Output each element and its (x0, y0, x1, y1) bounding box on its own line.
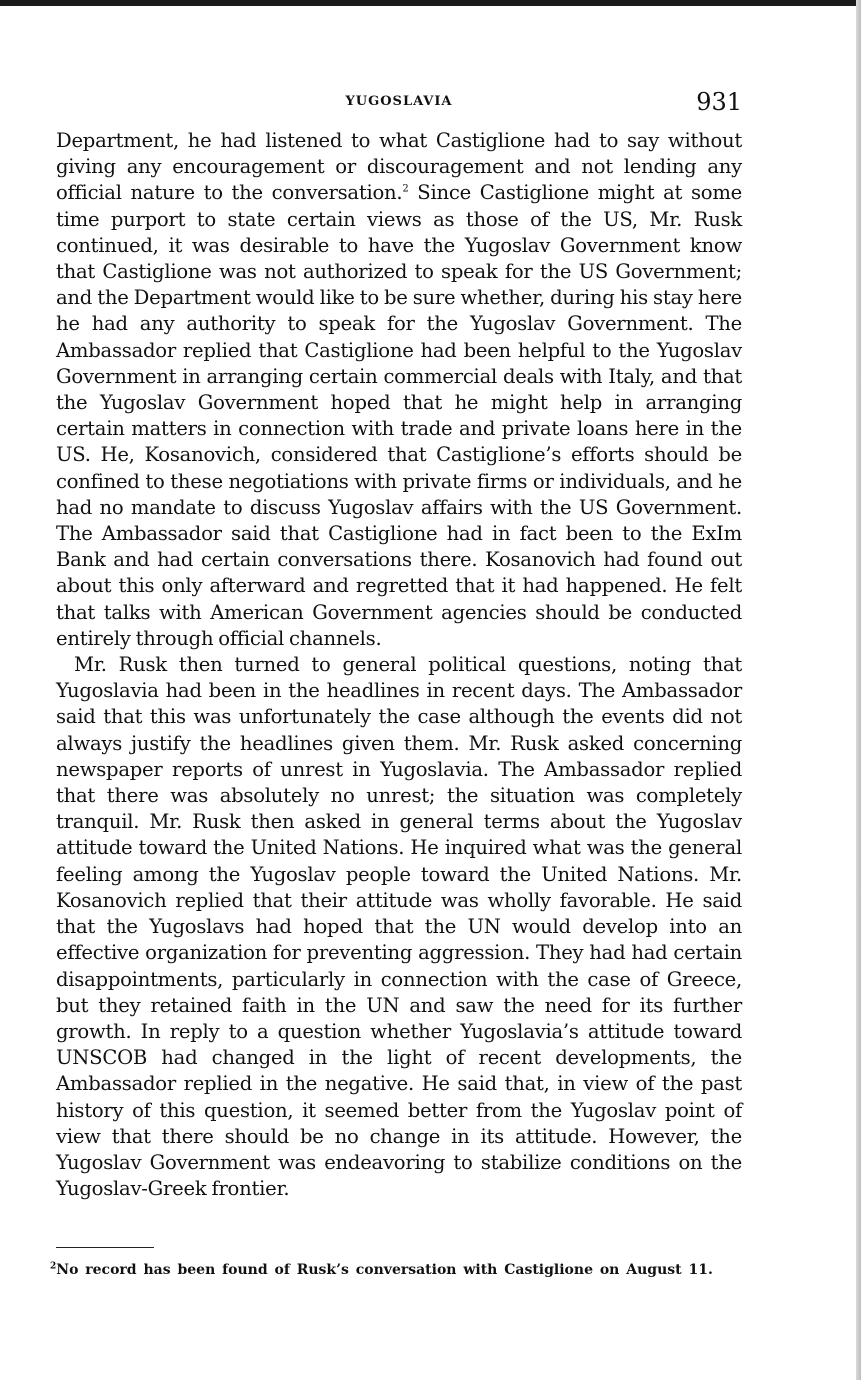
footnote-text: No record has been found of Rusk’s conversation with Castiglione on August 11. (56, 1262, 713, 1278)
footnote-reference: 2 (402, 183, 409, 195)
body-text (56, 128, 742, 1202)
page-header (56, 88, 742, 122)
paragraph-1 (56, 128, 742, 652)
page-right-edge (856, 0, 861, 1380)
footnote-rule (56, 1247, 154, 1248)
paragraph-1-part-b: Since Castiglione might at some time purport to state certain views as those of the US, Mr. Rusk continued, it was desirable to have the Yugoslav Government know that Castiglione was not authorized to speak for the US Government; and the Department would like to be sure whether, during his stay here he had any authority to speak for the Yugoslav Government. The Ambassador replied that Castiglione had been helpful to the Yugoslav Government in arranging certain commercial deals with Italy, and that the Yugoslav Government hoped that he might help in arranging certain matters in connection with trade and private loans here in the US. He, Kosanovich, considered that Castiglione’s efforts should be confined to these negotiations with private firms or individuals, and he had no mandate to discuss Yugoslav affairs with the US Government. The Ambassador said that Castiglione had in fact been to the ExIm Bank and had certain conversations there. Kosanovich had found out about this only afterward and regretted that it had happened. He felt that talks with American Government agencies should be conducted entirely through official channels. (56, 181, 742, 650)
footnote-mark: 2 (50, 1261, 57, 1272)
paragraph-1-part-a: Department, he had listened to what Castiglione had to say without giving any encouragement or discouragement and not lending any official nature to the conversation. (56, 129, 742, 205)
footnote (50, 1262, 736, 1279)
paragraph-2: Mr. Rusk then turned to general political questions, noting that Yugoslavia had been in the headlines in recent days. The Ambassador said that this was unfortunately the case although the events did not always justify the headlines given them. Mr. Rusk asked concerning newspaper reports of unrest in Yugoslavia. The Ambassador replied that there was absolutely no unrest; the situation was completely tranquil. Mr. Rusk then asked in general terms about the Yugoslav attitude toward the United Nations. He inquired what was the general feeling among the Yugoslav people toward the United Nations. Mr. Kosanovich replied that their attitude was wholly favorable. He said that the Yugoslavs had hoped that the UN would develop into an effective organization for preventing aggression. They had had certain disappointments, particularly in connection with the case of Greece, but they retained faith in the UN and saw the need for its further growth. In reply to a question whether Yugoslavia’s attitude toward UNSCOB had changed in the light of recent developments, the Ambassador replied in the negative. He said that, in view of the past history of this question, it seemed better from the Yugoslav point of view that there should be no change in its attitude. However, the Yugoslav Government was endeavoring to stabilize conditions on the Yugoslav-Greek frontier. (56, 653, 742, 1201)
running-head: YUGOSLAVIA (345, 94, 453, 109)
page-top-edge (0, 0, 861, 6)
page-number: 931 (696, 88, 742, 116)
